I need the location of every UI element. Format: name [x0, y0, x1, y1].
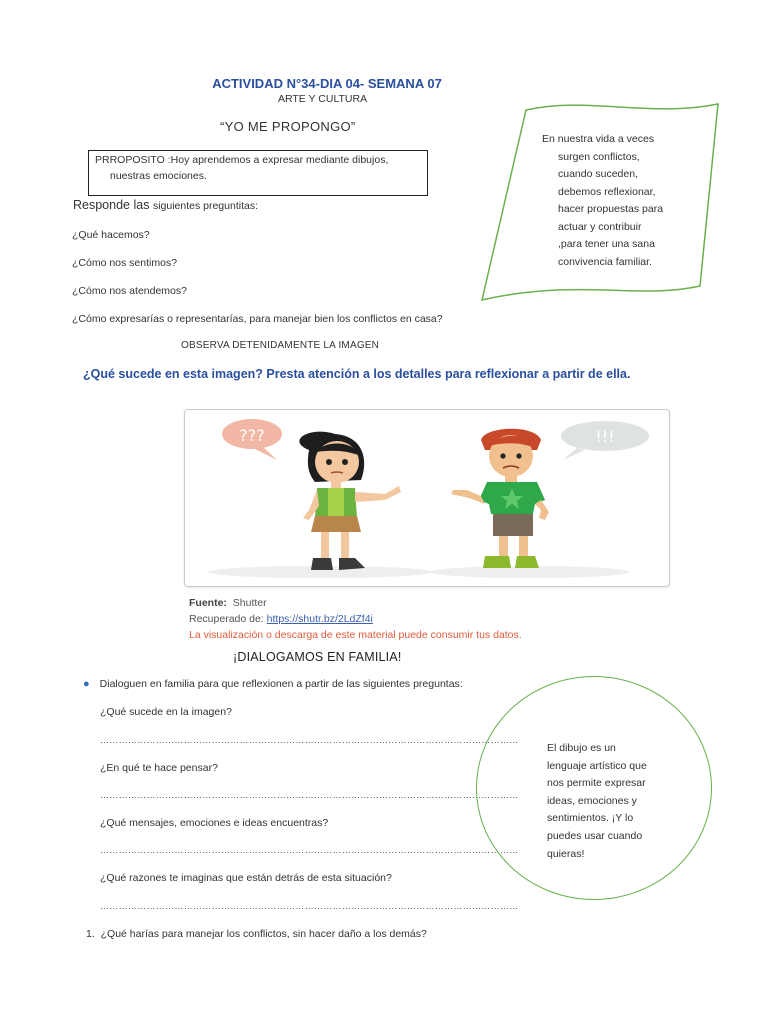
- circle-line: El dibujo es un: [547, 742, 616, 754]
- bullet-icon: ●: [83, 678, 90, 690]
- boy-bubble-text: !!!: [595, 427, 615, 446]
- dialog-bullet-text: Dialoguen en familia para que reflexionen a partir de las siguientes preguntas:: [99, 678, 463, 690]
- circle-line: quieras!: [547, 847, 585, 860]
- dialog-question: ¿Qué sucede en la imagen?: [100, 706, 232, 718]
- purpose-line-1: PRROPOSITO :Hoy aprendemos a expresar mediante dibujos,: [95, 154, 389, 166]
- note-line: surgen conflictos,: [558, 150, 640, 163]
- circle-line: ideas, emociones y: [547, 794, 637, 807]
- question-item: ¿Qué hacemos?: [72, 229, 150, 241]
- question-item: ¿Cómo nos sentimos?: [72, 257, 178, 269]
- note-line: En nuestra vida a veces: [542, 133, 655, 145]
- question-item: ¿Cómo expresarías o representarías, para manejar bien los conflictos en casa?: [72, 313, 443, 325]
- girl-bubble-text: ???: [239, 426, 265, 445]
- intro-main: Responde las: [73, 198, 150, 212]
- note-line: convivencia familiar.: [558, 255, 652, 268]
- dialog-bullet: [83, 678, 463, 690]
- slogan: “YO ME PROPONGO”: [220, 119, 356, 134]
- circle-line: nos permite expresar: [547, 777, 646, 790]
- scroll-note-text: [542, 131, 663, 271]
- source-link[interactable]: https://shutr.bz/2LdZf4i: [266, 613, 373, 625]
- note-line: debemos reflexionar,: [558, 185, 656, 198]
- retrieved-line: [189, 611, 522, 627]
- intro-small: siguientes preguntitas:: [152, 200, 259, 212]
- data-warning: La visualización o descarga de este material puede consumir tus datos.: [189, 629, 522, 641]
- source-line: [189, 595, 522, 611]
- purpose-text: [95, 152, 425, 184]
- question-bubble-icon: [222, 419, 282, 460]
- final-question-number: 1.: [86, 928, 95, 940]
- observe-instruction: OBSERVA DETENIDAMENTE LA IMAGEN: [181, 340, 380, 351]
- questions-intro: [73, 198, 258, 212]
- answer-line[interactable]: ………………………………………………………………………………………………………………………: [100, 845, 519, 855]
- answer-line[interactable]: ………………………………………………………………………………………………………………………: [100, 735, 519, 745]
- question-item: ¿Cómo nos atendemos?: [72, 285, 187, 297]
- circle-line: puedes usar cuando: [547, 829, 643, 842]
- exclamation-bubble-icon: [561, 421, 649, 460]
- circle-line: sentimientos. ¡Y lo: [547, 812, 634, 825]
- kids-illustration: [185, 410, 669, 586]
- final-question: [86, 928, 427, 940]
- activity-title: ACTIVIDAD N°34-DIA 04- SEMANA 07: [212, 76, 442, 91]
- note-line: cuando suceden,: [558, 168, 638, 180]
- circle-note-text: [547, 740, 687, 863]
- dialog-question: ¿En qué te hace pensar?: [100, 762, 218, 774]
- girl-figure: [299, 432, 401, 570]
- dialog-question: ¿Qué mensajes, emociones e ideas encuentras?: [100, 817, 329, 829]
- note-line: actuar y contribuir: [558, 220, 642, 233]
- retrieved-label: Recuperado de:: [189, 613, 264, 625]
- dialog-question: ¿Qué razones te imaginas que están detrás de esta situación?: [100, 872, 392, 884]
- answer-line[interactable]: ………………………………………………………………………………………………………………………: [100, 901, 519, 911]
- purpose-line-2: nuestras emociones.: [110, 170, 207, 182]
- subject-subtitle: ARTE Y CULTURA: [278, 93, 368, 105]
- boy-figure: [451, 429, 549, 568]
- dialog-title: ¡DIALOGAMOS EN FAMILIA!: [233, 650, 402, 664]
- final-question-text: ¿Qué harías para manejar los conflictos, sin hacer daño a los demás?: [100, 928, 427, 940]
- illustration-frame: [184, 409, 670, 587]
- circle-line: lenguaje artístico que: [547, 759, 647, 772]
- source-block: [189, 595, 522, 643]
- source-label: Fuente:: [189, 597, 227, 609]
- note-line: ,para tener una sana: [558, 238, 655, 250]
- note-line: hacer propuestas para: [558, 203, 664, 215]
- source-value: Shutter: [232, 597, 267, 609]
- image-question: ¿Qué sucede en esta imagen? Presta atención a los detalles para reflexionar a partir de ella.: [83, 367, 631, 381]
- answer-line[interactable]: ………………………………………………………………………………………………………………………: [100, 790, 519, 800]
